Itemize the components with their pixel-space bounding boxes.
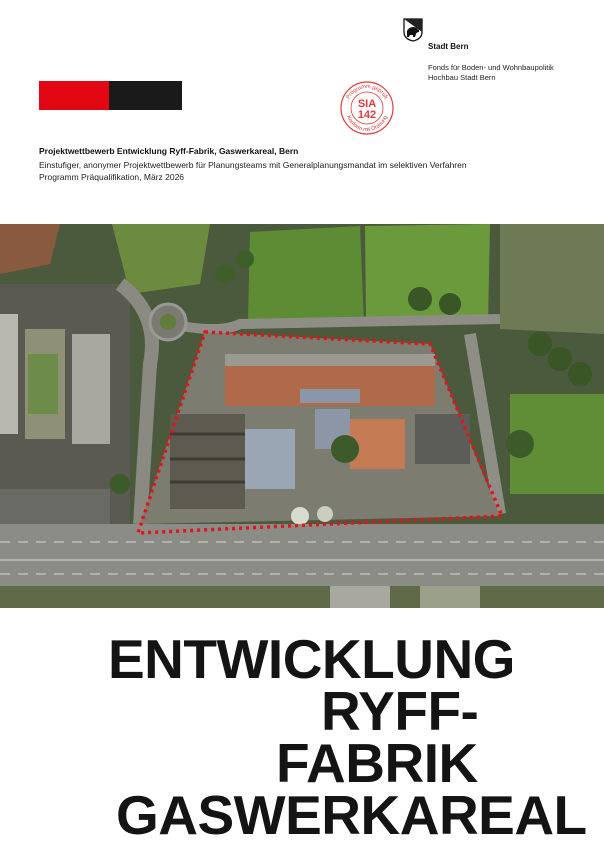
city-name: Stadt Bern (428, 42, 469, 51)
sheds (170, 414, 245, 509)
stamp-bottom-text: Konform mit Ordnung (345, 114, 389, 134)
aerial-photo (0, 224, 604, 608)
park-field (365, 224, 490, 324)
org-line-2: Hochbau Stadt Bern (428, 73, 496, 82)
main-title-line-3: FABRIK (276, 732, 478, 794)
program-date: Programm Präqualifikation, März 2026 (39, 172, 185, 182)
sports-field (248, 226, 364, 324)
building-west-2 (72, 334, 110, 444)
red-accent-bar (39, 81, 109, 110)
stamp-number: 142 (357, 109, 377, 121)
hall-roof (245, 429, 295, 489)
main-title-line-4: GASWERKAREAL (116, 784, 587, 846)
bern-coat-of-arms-icon (403, 18, 423, 42)
city-logo (403, 18, 423, 42)
sia-stamp-icon (339, 80, 395, 136)
project-title: Projektwettbewerb Entwicklung Ryff-Fabrik, Gaswerkareal, Bern (39, 146, 299, 156)
project-description: Einstufiger, anonymer Projektwettbewerb für Planungsteams mit Generalplanungsmandat im selektiven Verfahren (39, 160, 467, 170)
main-road (0, 524, 604, 586)
org-line-1: Fonds für Boden- und Wohnbaupolitik (428, 63, 554, 72)
stamp-top-text: Programm geprüft (345, 83, 389, 101)
black-accent-bar (109, 81, 182, 110)
building-west-1 (0, 314, 18, 434)
main-title-line-1: ENTWICKLUNG (108, 628, 515, 690)
stamp-center: SIA (357, 98, 377, 110)
main-title-line-2: RYFF- (321, 680, 479, 742)
courtyard (350, 419, 405, 469)
